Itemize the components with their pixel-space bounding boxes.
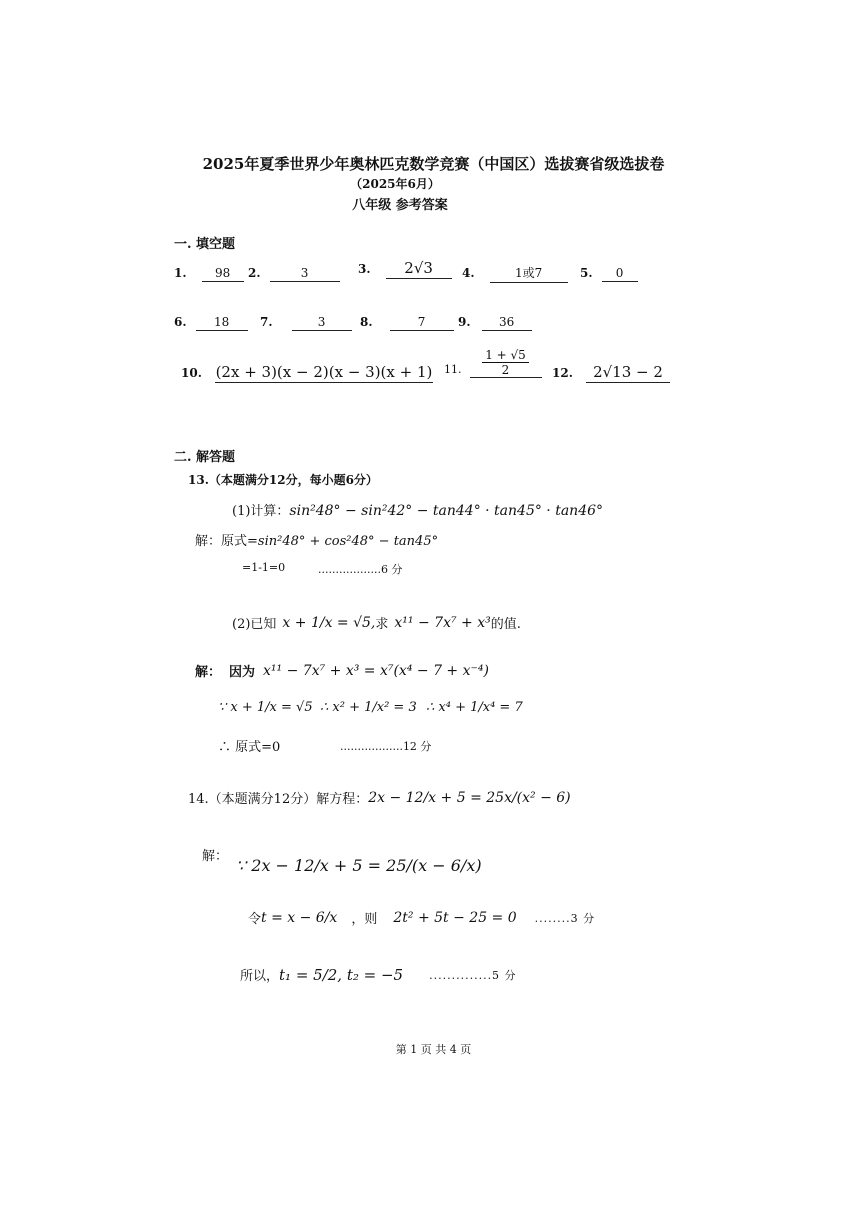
answer-5: 0 xyxy=(602,266,638,282)
fill-item-4: 4. 1或7 xyxy=(462,262,568,283)
q14-roots-expression: t₁ = 5/2, t₂ = −5 xyxy=(279,965,404,984)
q14-heading: 14.（本题满分12分）解方程： 2x − 12/x + 5 = 25x/(x² − 6) xyxy=(188,789,571,807)
fill-item-3: 3. 2√3 xyxy=(358,258,452,279)
q13-part2-expression: x¹¹ − 7x⁷ + x³ xyxy=(394,614,491,631)
q14-roots: 所以， t₁ = 5/2, t₂ = −5 ..............5 分 xyxy=(240,965,517,984)
q14-substitution-expression: t = x − 6/x xyxy=(261,909,338,926)
section1-title: 一. 填空题 xyxy=(174,237,236,252)
answer-6: 18 xyxy=(196,315,248,331)
answer-2: 3 xyxy=(270,266,340,282)
q14-solution-label: 解： xyxy=(202,849,229,864)
q14-solution-line1: ∵ 2x − 12/x + 5 = 25/(x − 6/x) xyxy=(236,856,482,875)
q14-score-2: ..............5 分 xyxy=(429,968,517,982)
answer-11-numerator: 1 + √5 xyxy=(482,348,529,363)
q13-solution2-expression: x¹¹ − 7x⁷ + x³ = x⁷(x⁴ − 7 + x⁻⁴) xyxy=(263,662,489,679)
q13-part1: (1)计算：sin²48° − sin²42° − tan44° · tan45° · tan46° xyxy=(232,503,604,519)
q14-equation: 2x − 12/x + 5 = 25x/(x² − 6) xyxy=(368,789,571,806)
q13-solution1: 解：原式=sin²48° + cos²48° − tan45° xyxy=(195,534,439,549)
answer-7: 3 xyxy=(292,315,352,331)
page-title: 2025年夏季世界少年奥林匹克数学竞赛（中国区）选拔赛省级选拔卷 xyxy=(202,155,665,173)
q13-solution2-final: ∴ 原式=0 xyxy=(218,740,281,755)
fill-item-10: 10. (2x + 3)(x − 2)(x − 3)(x + 1) xyxy=(181,363,433,381)
exam-date: （2025年6月） xyxy=(350,177,440,191)
fill-item-8: 8. 7 xyxy=(360,311,454,331)
q13-solution2-step-b: ∴ x² + 1/x² = 3 xyxy=(320,700,417,715)
q13-solution2-step-c: ∴ x⁴ + 1/x⁴ = 7 xyxy=(426,700,523,715)
answer-4: 1或7 xyxy=(490,264,568,283)
page-subtitle: 八年级 参考答案 xyxy=(352,198,448,213)
answer-8: 7 xyxy=(390,315,454,331)
section2-title: 二. 解答题 xyxy=(174,450,236,465)
answer-11 xyxy=(470,348,542,378)
q13-solution1-result: =1-1=0 xyxy=(242,561,286,574)
answer-1: 98 xyxy=(202,266,244,282)
fill-item-1: 1. 98 xyxy=(174,262,244,282)
fill-item-2: 2. 3 xyxy=(248,262,340,282)
answer-10: (2x + 3)(x − 2)(x − 3)(x + 1) xyxy=(215,363,433,381)
q14-substitution: 令 t = x − 6/x ，则 2t² + 5t − 25 = 0 ........3 分 xyxy=(248,909,596,927)
fill-item-12: 12. 2√13 − 2 xyxy=(552,362,670,383)
q13-solution2-score: ..................12 分 xyxy=(340,740,432,753)
fill-item-11: 11. $\frac{1 + √5}{2}$ xyxy=(444,348,542,378)
page-footer: 第 1 页 共 4 页 xyxy=(395,1043,472,1056)
q13-solution2-step-a: ∵ x + 1/x = √5 xyxy=(218,700,313,715)
q14-quadratic: 2t² + 5t − 25 = 0 xyxy=(393,909,517,926)
fill-item-9: 9. 36 xyxy=(458,311,532,331)
fill-item-5: 5. 0 xyxy=(580,262,638,282)
answer-3: 2√3 xyxy=(386,259,452,279)
answer-12: 2√13 − 2 xyxy=(586,363,670,383)
fill-item-6: 6. 18 xyxy=(174,311,248,331)
fill-item-7: 7. 3 xyxy=(260,311,352,331)
q13-heading: 13.（本题满分12分，每小题6分） xyxy=(188,473,378,487)
answer-9: 36 xyxy=(482,315,532,331)
q13-part1-expression: sin²48° − sin²42° − tan44° · tan45° · tan46° xyxy=(289,503,604,519)
q13-part2-condition: x + 1/x = √5, xyxy=(282,614,376,631)
q13-solution2: 解： 因为 x¹¹ − 7x⁷ + x³ = x⁷(x⁴ − 7 + x⁻⁴) xyxy=(195,662,489,680)
q13-part2: (2)已知 x + 1/x = √5, 求 x¹¹ − 7x⁷ + x³ 的值. xyxy=(232,614,521,632)
q13-solution1-expression: sin²48° + cos²48° − tan45° xyxy=(257,534,439,549)
q14-score-1: ........3 分 xyxy=(534,911,596,925)
q13-solution1-score: ..................6 分 xyxy=(318,563,403,576)
answer-11-denominator: 2 xyxy=(501,363,510,377)
